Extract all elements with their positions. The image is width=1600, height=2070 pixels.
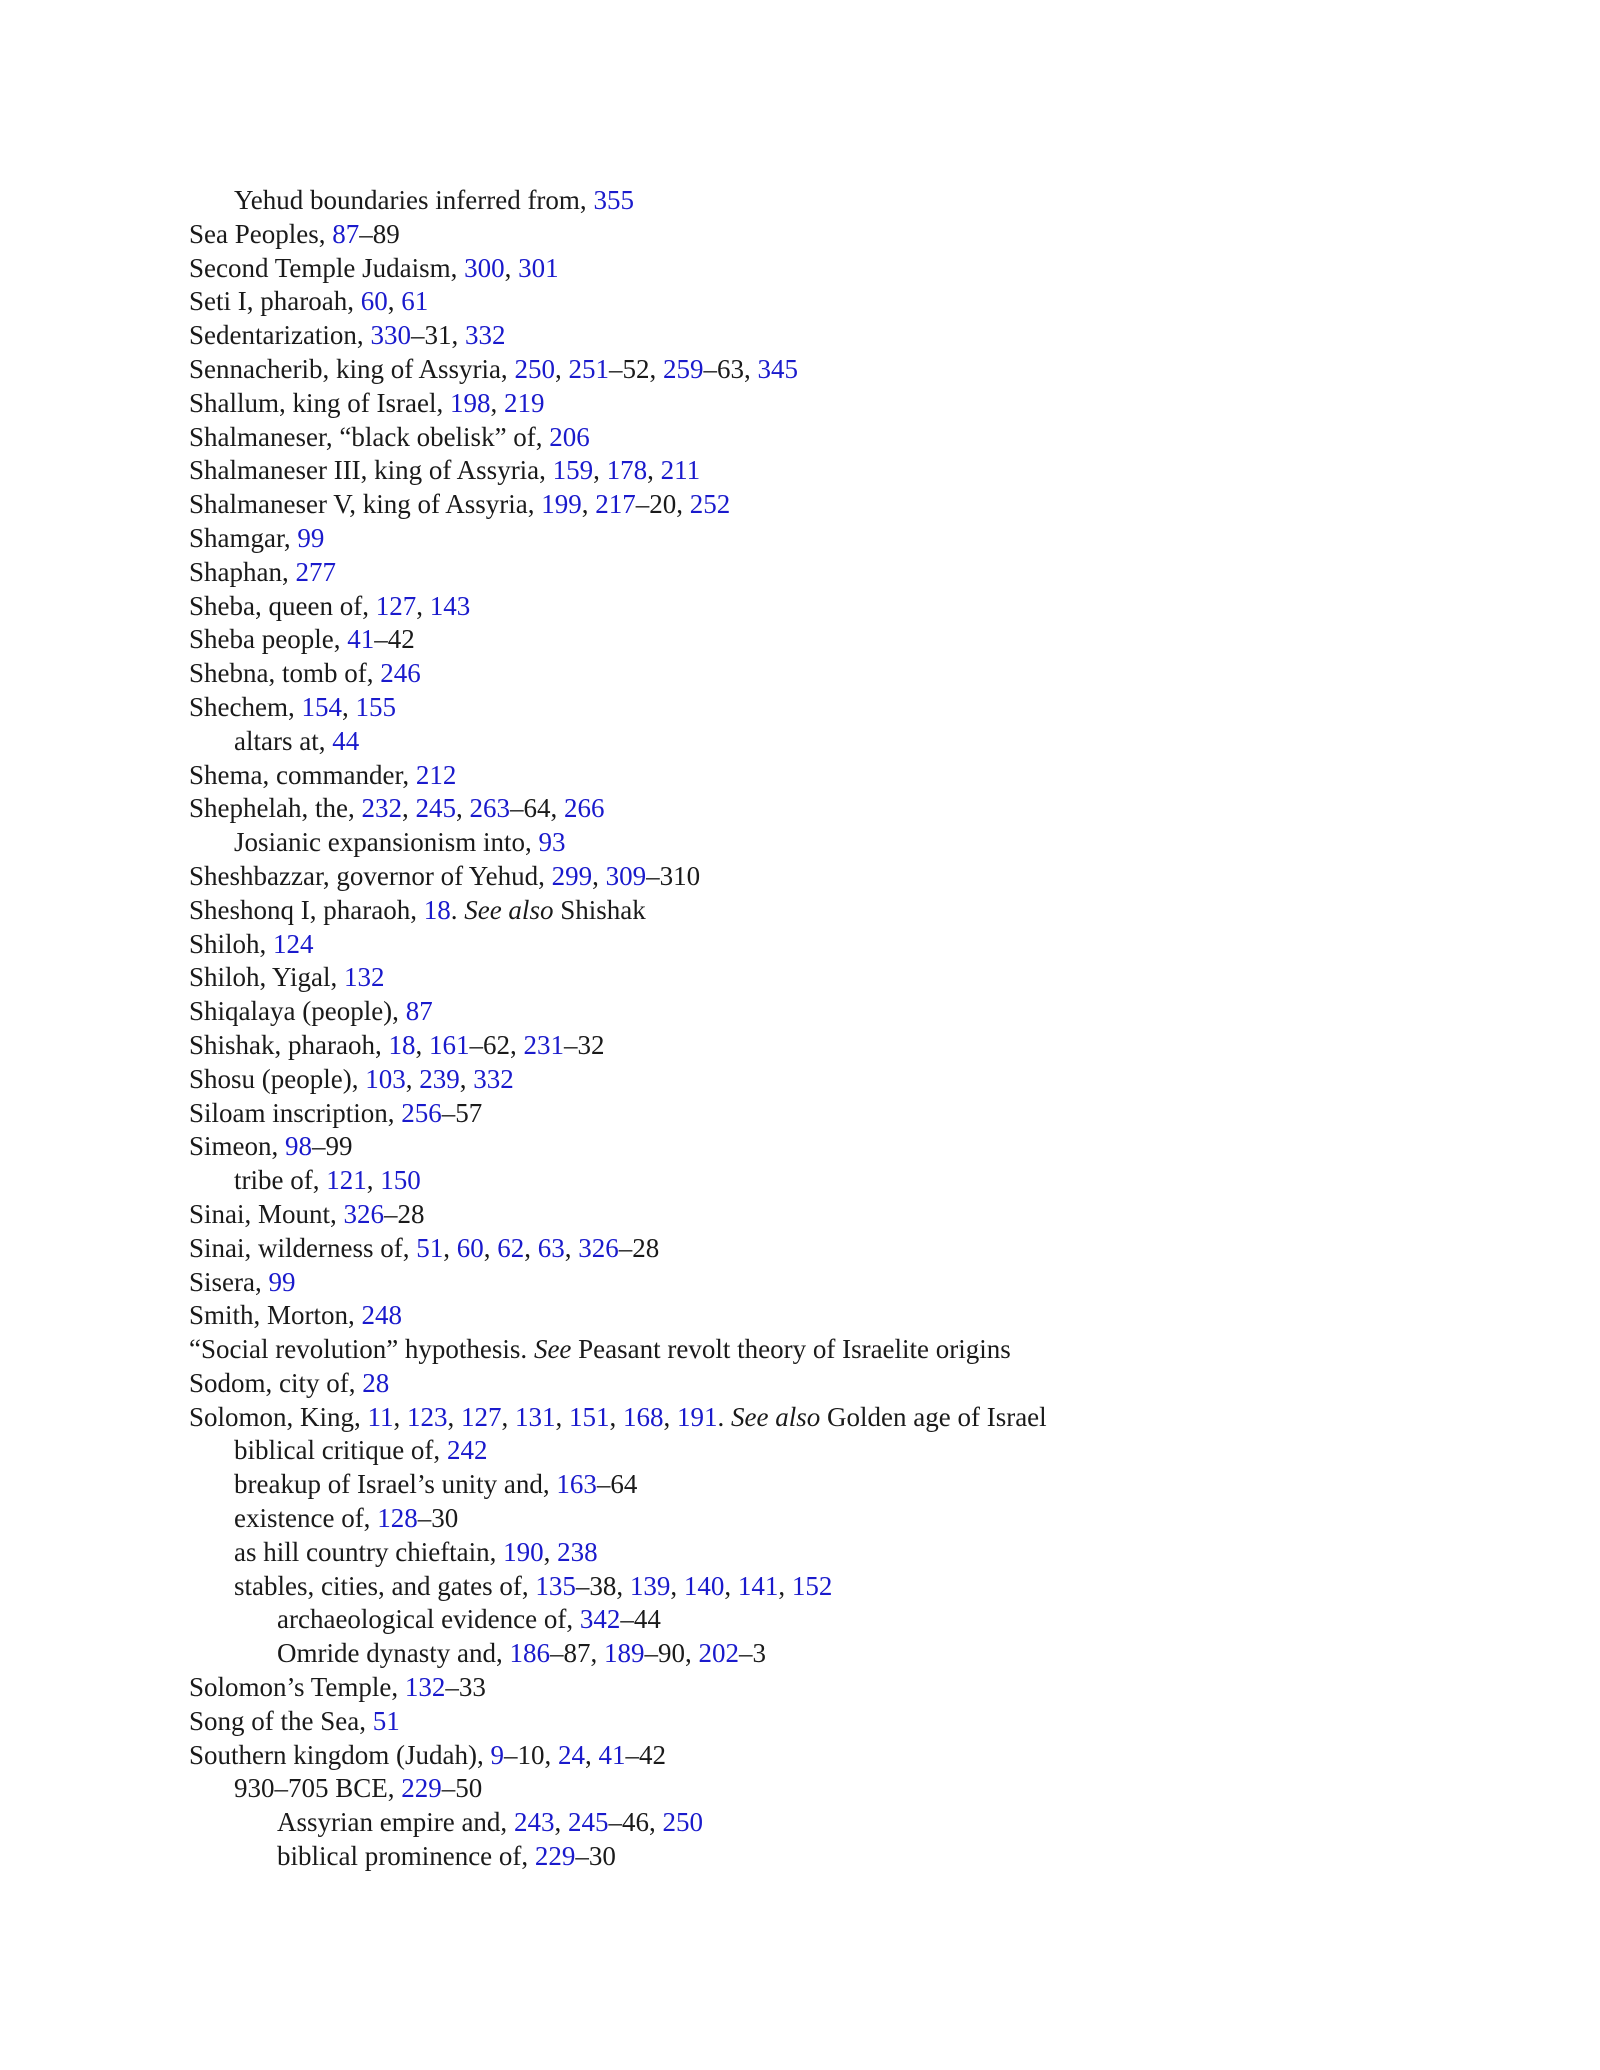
page-reference-link[interactable]: 251 <box>568 353 609 384</box>
page-reference-link[interactable]: 219 <box>503 387 545 418</box>
index-entry <box>189 556 1489 590</box>
entry-text: , <box>581 489 596 520</box>
index-entry <box>189 691 1489 725</box>
page-reference-link[interactable]: 132 <box>344 962 385 993</box>
entry-text: Shema, commander, <box>189 759 416 790</box>
entry-text: Assyrian empire and, <box>277 1807 514 1838</box>
entry-text: –310 <box>646 860 701 891</box>
entry-text: , <box>415 1029 429 1060</box>
page-reference-link[interactable]: 266 <box>563 793 605 824</box>
page-reference-link[interactable]: 103 <box>365 1063 406 1094</box>
page-reference-link[interactable]: 299 <box>551 860 593 891</box>
entry-text: Shechem, <box>189 691 302 722</box>
entry-text: –44 <box>620 1604 661 1635</box>
page-reference-link[interactable]: 44 <box>332 725 360 756</box>
index-subentry <box>189 1570 1489 1604</box>
page-reference-link[interactable]: 41 <box>598 1739 626 1770</box>
index-entry <box>189 488 1489 522</box>
page-reference-link[interactable]: 61 <box>401 286 429 317</box>
cross-reference-label: See also <box>731 1401 821 1432</box>
page-reference-link[interactable]: 98 <box>285 1131 313 1162</box>
entry-text: as hill country chieftain, <box>234 1536 504 1567</box>
entry-text: –33 <box>445 1672 486 1703</box>
page-reference-link[interactable]: 143 <box>429 590 471 621</box>
entry-text: Omride dynasty and, <box>277 1638 510 1669</box>
index-entry <box>189 792 1489 826</box>
entry-text: –57 <box>441 1097 483 1128</box>
entry-text: –10, <box>503 1739 558 1770</box>
index-entry <box>189 1401 1489 1435</box>
page-reference-link[interactable]: 132 <box>404 1672 446 1703</box>
page-reference-link[interactable]: 259 <box>662 353 704 384</box>
page-reference-link[interactable]: 212 <box>415 759 457 790</box>
entry-text: Shamgar, <box>189 522 298 553</box>
page-reference-link[interactable]: 256 <box>401 1097 442 1128</box>
entry-text: Shallum, king of Israel, <box>189 387 450 418</box>
entry-text: , <box>401 793 416 824</box>
entry-text: archaeological evidence of, <box>277 1604 580 1635</box>
page-reference-link[interactable]: 326 <box>578 1232 619 1263</box>
index-subentry <box>189 1434 1489 1468</box>
entry-text: , <box>504 252 519 283</box>
index-entry <box>189 1130 1489 1164</box>
page-reference-link[interactable]: 178 <box>606 455 648 486</box>
entry-text: –63, <box>703 353 758 384</box>
index-entry <box>189 1367 1489 1401</box>
index-subentry <box>189 1637 1489 1671</box>
entry-text: , <box>554 353 569 384</box>
page-reference-link[interactable]: 154 <box>301 691 342 722</box>
index-subentry <box>189 1502 1489 1536</box>
entry-text: Sodom, city of, <box>189 1367 363 1398</box>
index-entry <box>189 1232 1489 1266</box>
entry-text: altars at, <box>234 725 333 756</box>
entry-text: Shalmaneser, “black obelisk” of, <box>189 421 550 452</box>
page-reference-link[interactable]: 128 <box>377 1503 418 1534</box>
entry-text: , <box>405 1063 420 1094</box>
index-entry <box>189 759 1489 793</box>
entry-text: Solomon’s Temple, <box>189 1672 405 1703</box>
cross-reference-label: See also <box>464 894 554 925</box>
page-reference-link[interactable]: 238 <box>557 1536 598 1567</box>
entry-text: , <box>647 455 661 486</box>
page-reference-link[interactable]: 355 <box>593 185 634 215</box>
entry-text: Shiloh, <box>189 928 274 959</box>
entry-text: Song of the Sea, <box>189 1705 373 1736</box>
entry-text: Sheba, queen of, <box>189 590 376 621</box>
index-entry <box>189 657 1489 691</box>
entry-text: –50 <box>441 1773 483 1804</box>
entry-text: –42 <box>374 624 415 655</box>
index-entry <box>189 218 1489 252</box>
entry-text: –64, <box>509 793 564 824</box>
page-reference-link[interactable]: 87 <box>405 996 433 1027</box>
entry-text: biblical critique of, <box>234 1435 447 1466</box>
entry-text: –89 <box>359 218 400 249</box>
entry-text: , <box>483 1232 498 1263</box>
entry-text: Yehud boundaries inferred from, <box>234 185 594 215</box>
entry-text: Sisera, <box>189 1266 269 1297</box>
page-reference-link[interactable]: 243 <box>513 1807 555 1838</box>
index-subentry <box>189 826 1489 860</box>
page-reference-link[interactable]: 124 <box>273 928 314 959</box>
page-reference-link[interactable]: 63 <box>537 1232 565 1263</box>
index-entry <box>189 928 1489 962</box>
entry-text: , <box>447 1401 462 1432</box>
entry-text: “Social revolution” hypothesis. <box>189 1334 534 1365</box>
page-reference-link[interactable]: 41 <box>347 624 375 655</box>
entry-text: , <box>501 1401 516 1432</box>
entry-text: Shephelah, the, <box>189 793 362 824</box>
page-reference-link[interactable]: 242 <box>446 1435 488 1466</box>
entry-text: , <box>341 691 356 722</box>
entry-text: , <box>490 387 504 418</box>
page-reference-link[interactable]: 248 <box>361 1300 403 1331</box>
entry-text: –87, <box>549 1638 604 1669</box>
entry-text: –32 <box>563 1029 605 1060</box>
page-reference-link[interactable]: 127 <box>375 590 417 621</box>
index-entry <box>189 522 1489 556</box>
entry-text: –28 <box>618 1232 660 1263</box>
entry-text: –90, <box>644 1638 699 1669</box>
page-reference-link[interactable]: 18 <box>388 1029 416 1060</box>
entry-text: –28 <box>384 1198 425 1229</box>
page-reference-link[interactable]: 342 <box>579 1604 621 1635</box>
index-subentry <box>189 184 1489 218</box>
page-reference-link[interactable]: 161 <box>428 1029 470 1060</box>
entry-text: –20, <box>635 489 690 520</box>
page-reference-link[interactable]: 141 <box>737 1570 779 1601</box>
entry-text: , <box>393 1401 408 1432</box>
cross-reference-label: See <box>533 1334 572 1365</box>
entry-text: –30 <box>417 1503 459 1534</box>
entry-text: , <box>584 1739 599 1770</box>
page-reference-link[interactable]: 245 <box>567 1807 609 1838</box>
entry-text: , <box>416 590 430 621</box>
entry-text: –38, <box>575 1570 630 1601</box>
page-reference-link[interactable]: 139 <box>629 1570 671 1601</box>
entry-text: Shalmaneser V, king of Assyria, <box>189 489 542 520</box>
index-entry <box>189 1063 1489 1097</box>
page-reference-link[interactable]: 252 <box>689 489 731 520</box>
page-reference-link[interactable]: 277 <box>295 556 336 587</box>
page-reference-link[interactable]: 191 <box>677 1401 718 1432</box>
index-entry <box>189 454 1489 488</box>
page-reference-link[interactable]: 250 <box>514 353 555 384</box>
page-reference-link[interactable]: 231 <box>523 1029 564 1060</box>
entry-text: Second Temple Judaism, <box>189 252 465 283</box>
page-reference-link[interactable]: 87 <box>332 218 360 249</box>
index-subentry <box>189 725 1489 759</box>
index-entry <box>189 353 1489 387</box>
page-reference-link[interactable]: 9 <box>490 1739 504 1770</box>
page-reference-link[interactable]: 190 <box>503 1536 544 1567</box>
entry-text: Sinai, Mount, <box>189 1198 344 1229</box>
index-entry <box>189 1739 1489 1773</box>
entry-text: Peasant revolt theory of Israelite origins <box>571 1334 1011 1365</box>
page-reference-link[interactable]: 163 <box>556 1469 597 1500</box>
entry-text: Smith, Morton, <box>189 1300 362 1331</box>
entry-text: Seti I, pharoah, <box>189 286 361 317</box>
page-reference-link[interactable]: 18 <box>423 894 451 925</box>
entry-text: Shiloh, Yigal, <box>189 962 345 993</box>
page-reference-link[interactable]: 155 <box>355 691 396 722</box>
entry-text: –42 <box>625 1739 666 1770</box>
page-reference-link[interactable]: 51 <box>416 1232 444 1263</box>
index-entry <box>189 590 1489 624</box>
entry-text: , <box>543 1536 558 1567</box>
index-entry <box>189 623 1489 657</box>
index-entry <box>189 285 1489 319</box>
index-subentry <box>189 1603 1489 1637</box>
index-subentry <box>189 1840 1489 1874</box>
page-reference-link[interactable]: 245 <box>415 793 456 824</box>
entry-text: Sheshbazzar, governor of Yehud, <box>189 860 552 891</box>
entry-text: –3 <box>738 1638 766 1669</box>
entry-text: –62, <box>469 1029 524 1060</box>
entry-text: , <box>459 1063 474 1094</box>
entry-text: Solomon, King, <box>189 1401 368 1432</box>
page-reference-link[interactable]: 121 <box>326 1165 367 1196</box>
entry-text: existence of, <box>234 1503 378 1534</box>
index-entry <box>189 1029 1489 1063</box>
page-reference-link[interactable]: 345 <box>757 353 798 384</box>
entry-text: stables, cities, and gates of, <box>234 1570 536 1601</box>
entry-text: Josianic expansionism into, <box>234 827 539 858</box>
index-entry <box>189 1705 1489 1739</box>
page-reference-link[interactable]: 206 <box>549 421 590 452</box>
page-reference-link[interactable]: 326 <box>343 1198 385 1229</box>
page-reference-link[interactable]: 151 <box>569 1401 610 1432</box>
entry-text: , <box>593 455 607 486</box>
entry-text: Shosu (people), <box>189 1063 366 1094</box>
page-reference-link[interactable]: 93 <box>538 827 566 858</box>
page-reference-link[interactable]: 246 <box>380 658 421 689</box>
page-reference-link[interactable]: 229 <box>401 1773 442 1804</box>
entry-text: , <box>670 1570 684 1601</box>
entry-text: , <box>554 1807 568 1838</box>
entry-text: Southern kingdom (Judah), <box>189 1739 491 1770</box>
entry-text: Sinai, wilderness of, <box>189 1232 417 1263</box>
page-reference-link[interactable]: 232 <box>361 793 402 824</box>
page-reference-link[interactable]: 199 <box>541 489 582 520</box>
entry-text: Shebna, tomb of, <box>189 658 381 689</box>
entry-text: , <box>663 1401 678 1432</box>
page-reference-link[interactable]: 62 <box>497 1232 525 1263</box>
entry-text: –46, <box>608 1807 663 1838</box>
page-reference-link[interactable]: 150 <box>380 1165 421 1196</box>
page-reference-link[interactable]: 332 <box>464 320 506 351</box>
page-reference-link[interactable]: 186 <box>509 1638 550 1669</box>
index-entry <box>189 1671 1489 1705</box>
page-reference-link[interactable]: 330 <box>370 320 411 351</box>
index-entry <box>189 319 1489 353</box>
entry-text: Shaphan, <box>189 556 296 587</box>
entry-text: , <box>564 1232 579 1263</box>
entry-text: , <box>524 1232 538 1263</box>
page-reference-link[interactable]: 309 <box>605 860 647 891</box>
page-reference-link[interactable]: 51 <box>372 1705 400 1736</box>
page-reference-link[interactable]: 239 <box>419 1063 460 1094</box>
page-reference-link[interactable]: 131 <box>515 1401 556 1432</box>
index-entry <box>189 894 1489 928</box>
page-reference-link[interactable]: 140 <box>683 1570 725 1601</box>
index-entry <box>189 421 1489 455</box>
entry-text: –99 <box>312 1131 353 1162</box>
page-reference-link[interactable]: 99 <box>297 522 325 553</box>
index-page <box>189 184 1489 1874</box>
index-entry <box>189 1266 1489 1300</box>
entry-text: Sea Peoples, <box>189 218 333 249</box>
entry-text: Sennacherib, king of Assyria, <box>189 353 515 384</box>
entry-text: Shishak <box>553 894 646 925</box>
index-subentry <box>189 1468 1489 1502</box>
entry-text: breakup of Israel’s unity and, <box>234 1469 557 1500</box>
page-reference-link[interactable]: 123 <box>407 1401 448 1432</box>
page-reference-link[interactable]: 217 <box>595 489 636 520</box>
entry-text: Sheshonq I, pharaoh, <box>189 894 424 925</box>
page-reference-link[interactable]: 250 <box>662 1807 703 1838</box>
entry-text: Shalmaneser III, king of Assyria, <box>189 455 553 486</box>
entry-text: Shishak, pharaoh, <box>189 1029 389 1060</box>
entry-text: Golden age of Israel <box>820 1401 1047 1432</box>
page-reference-link[interactable]: 301 <box>518 252 559 283</box>
index-subentry <box>189 1536 1489 1570</box>
entry-text: , <box>778 1570 792 1601</box>
page-reference-link[interactable]: 229 <box>534 1841 576 1872</box>
index-entry <box>189 961 1489 995</box>
page-reference-link[interactable]: 11 <box>367 1401 394 1432</box>
page-reference-link[interactable]: 60 <box>456 1232 484 1263</box>
page-reference-link[interactable]: 24 <box>557 1739 585 1770</box>
page-reference-link[interactable]: 127 <box>461 1401 502 1432</box>
page-reference-link[interactable]: 60 <box>360 286 388 317</box>
entry-text: –31, <box>410 320 465 351</box>
entry-text: Siloam inscription, <box>189 1097 402 1128</box>
index-entry <box>189 995 1489 1029</box>
entry-text: , <box>555 1401 570 1432</box>
entry-text: –52, <box>608 353 663 384</box>
page-reference-link[interactable]: 198 <box>449 387 491 418</box>
entry-text: Sheba people, <box>189 624 348 655</box>
page-reference-link[interactable]: 152 <box>791 1570 833 1601</box>
page-reference-link[interactable]: 211 <box>660 455 701 486</box>
entry-text: Sedentarization, <box>189 320 371 351</box>
page-reference-link[interactable]: 332 <box>473 1063 514 1094</box>
index-entry <box>189 1299 1489 1333</box>
page-reference-link[interactable]: 300 <box>464 252 505 283</box>
index-subentry <box>189 1772 1489 1806</box>
entry-text: , <box>609 1401 624 1432</box>
entry-text: tribe of, <box>234 1165 327 1196</box>
entry-text: . <box>717 1401 732 1432</box>
entry-text: biblical prominence of, <box>277 1841 535 1872</box>
page-reference-link[interactable]: 168 <box>623 1401 664 1432</box>
entry-text: –30 <box>575 1841 616 1872</box>
page-reference-link[interactable]: 159 <box>552 455 594 486</box>
page-reference-link[interactable]: 263 <box>469 793 510 824</box>
entry-text: , <box>455 793 470 824</box>
index-entry <box>189 1198 1489 1232</box>
index-entry <box>189 252 1489 286</box>
entry-text: . <box>450 894 465 925</box>
entry-text: , <box>592 860 606 891</box>
entry-text: Simeon, <box>189 1131 286 1162</box>
index-entry <box>189 1333 1489 1367</box>
index-entry <box>189 860 1489 894</box>
page-reference-link[interactable]: 202 <box>698 1638 739 1669</box>
index-subentry <box>189 1164 1489 1198</box>
entry-text: , <box>387 286 402 317</box>
index-entry <box>189 387 1489 421</box>
page-reference-link[interactable]: 189 <box>603 1638 645 1669</box>
entry-text: Shiqalaya (people), <box>189 996 406 1027</box>
entry-text: , <box>366 1165 381 1196</box>
index-entry <box>189 1097 1489 1131</box>
entry-text: , <box>443 1232 457 1263</box>
entry-text: –64 <box>596 1469 638 1500</box>
entry-text: 930–705 BCE, <box>234 1773 402 1804</box>
page-reference-link[interactable]: 99 <box>268 1266 296 1297</box>
index-subentry <box>189 1806 1489 1840</box>
page-reference-link[interactable]: 28 <box>362 1367 390 1398</box>
entry-text: , <box>724 1570 738 1601</box>
page-reference-link[interactable]: 135 <box>535 1570 576 1601</box>
